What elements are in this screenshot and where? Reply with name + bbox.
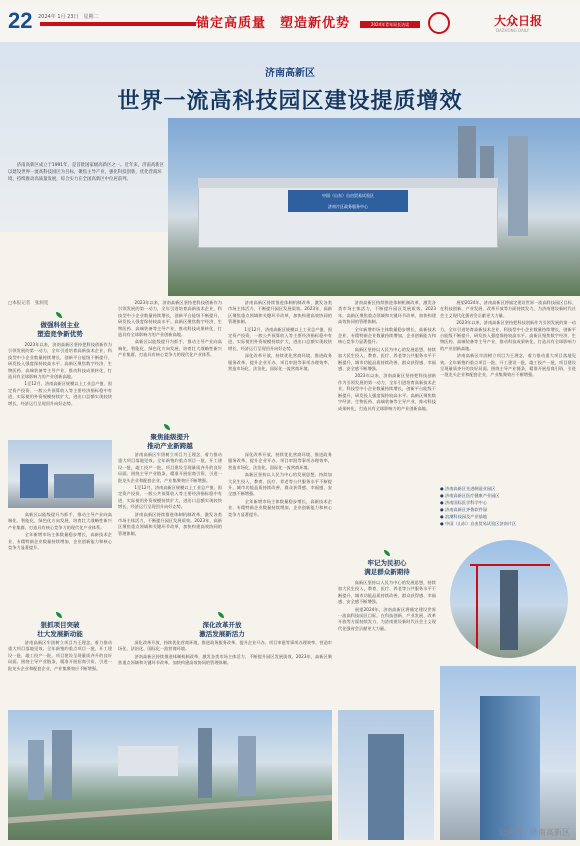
service-center-building	[198, 178, 498, 248]
paragraph: 高新区以能级提升为抓手，推动主导产业向高端化、智能化、绿色化方向发展，培育壮大战略性新兴产业集群，打造具有核心竞争力的现代化产业体系。	[8, 512, 112, 530]
list-item: ● 济南高新区医疗健康产业园区	[440, 492, 576, 499]
article-column	[228, 452, 332, 602]
paragraph: 2023年以来，济南高新区坚持把科技创新作为引领发展的第一动力，全年引进培育高新技术企业，科技型中小企业数量持续增长，创新平台能级不断提升，研发投入强度保持较高水平。高新区聚焦数字经济、生物医药、高端装备等主导产业，推动科技成果转化，打造具有全球影响力的产业创新高地。	[440, 320, 576, 351]
building-shape	[118, 746, 178, 776]
building-shape	[368, 734, 404, 840]
leaf-icon	[56, 612, 62, 618]
newspaper-logo-sub: DAZHONG DAILY	[496, 28, 530, 33]
building-shape	[52, 730, 72, 800]
paragraph: 展望2024年，济南高新区将锚定建设世界一流高科技园区目标，在科技创新、产业发展、改革开放等方面持续发力，为济南建设新时代社会主义现代化强省会贡献更大力量。	[338, 606, 436, 631]
subhead-reform: 深化改革开放 激活发展新活力	[199, 621, 245, 638]
science-park-photo	[8, 440, 112, 508]
paragraph: 2023年以来，济南高新区坚持把科技创新作为引领发展的第一动力，全年引进培育高新技术企业，科技型中小企业数量持续增长，创新平台能级不断提升，研发投入强度保持较高水平。高新区聚焦数字经济、生物医药、高端装备等主导产业，推动科技成果转化，打造具有全球影响力的产业创新高地。	[8, 342, 112, 380]
list-item: ● 中国（山东）自由贸易试验区济南片区	[440, 520, 576, 527]
paragraph: 高新区以能级提升为抓手，推动主导产业向高端化、智能化、绿色化方向发展，培育壮大战略性新兴产业集群，打造具有核心竞争力的现代化产业体系。	[118, 339, 222, 358]
tower-under-construction	[500, 570, 518, 650]
list-item: ● 济南高新区齐鲁软件园	[440, 506, 576, 513]
paragraph: 2023年以来，济南高新区坚持把科技创新作为引领发展的第一动力，全年引进培育高新技术企业，科技型中小企业数量持续增长，创新平台能级不断提升，研发投入强度保持较高水平。高新区聚焦数字经济、生物医药、高端装备等主导产业，推动科技成果转化，打造具有全球影响力的产业创新高地。	[118, 300, 222, 338]
building-shape	[28, 740, 44, 800]
building-shape	[198, 728, 212, 798]
building-shape	[20, 464, 48, 498]
paragraph: 深化改革开放，持续优化营商环境，推进政务服务改革，提升企业开办、项目审批等事项办理效率，营造市场化、法治化、国际化一流营商环境。	[228, 452, 332, 470]
building-shape	[480, 696, 540, 840]
paragraph: 全年新增市场主体数量稳步增长，高新技术企业、专精特新企业数量持续增加，企业创新能力和核心竞争力显著提升。	[228, 498, 332, 517]
page-header	[0, 4, 580, 42]
subhead-livelihood: 牢记为民初心 满足群众新期待	[364, 559, 410, 576]
paragraph: 高新区坚持以人民为中心的发展思想，持续加大民生投入，教育、医疗、养老等公共服务水平不断提升，城市功能品质持续改善，群众获得感、幸福感、安全感不断增强。	[338, 580, 436, 605]
paragraph: 全年新增市场主体数量稳步增长，高新技术企业、专精特新企业数量持续增加，企业创新能力和核心竞争力显著提升。	[338, 326, 436, 345]
building-sign: 中国（山东）自由贸易试验区 济南片区政务服务中心	[288, 190, 408, 212]
tower-shape	[508, 136, 528, 236]
watermark: 公众号 · 济南高新区	[498, 828, 570, 837]
emblem-icon	[428, 12, 450, 34]
article-column	[440, 300, 576, 482]
article-column	[118, 640, 332, 706]
article-column	[118, 300, 222, 420]
building-roof	[198, 178, 498, 188]
list-item: ● 济南高新区先进制造业园区	[440, 485, 576, 492]
paragraph: 1至12月，济南高新区规模以上工业总产值、固定资产投资、一般公共预算收入等主要经济指标稳中有进，实际使用外资规模持续扩大，进出口总额实现较快增长，经济运行呈现回升向好态势。	[8, 381, 112, 406]
article-column	[338, 580, 436, 706]
construction-site-photo	[450, 540, 568, 658]
leaf-icon	[56, 312, 62, 318]
paragraph: 济南高新区持续推进体制机制改革，激发各类市场主体活力，不断提升园区发展质效。2023年，高新区聚焦重点领域和关键环节改革，加快构建高效协同的管理体制。	[338, 300, 436, 325]
paragraph: 全年新增市场主体数量稳步增长，高新技术企业、专精特新企业数量持续增加，企业创新能力和核心竞争力显著提升。	[8, 532, 112, 551]
glass-tower-photo	[440, 666, 576, 840]
subhead-projects: 狠抓项目突破 壮大发展新动能	[37, 621, 83, 638]
project-list	[440, 485, 576, 527]
page-headline: 世界一流高科技园区建设提质增效	[117, 89, 463, 114]
crane-mast	[476, 564, 478, 654]
aerial-cityscape-photo	[8, 710, 332, 840]
building-shape	[54, 474, 94, 498]
paragraph: 高新区坚持以人民为中心的发展思想，持续加大民生投入，教育、医疗、养老等公共服务水平不断提升，城市功能品质持续改善，群众获得感、幸福感、安全感不断增强。	[338, 346, 436, 372]
article-column	[8, 512, 112, 612]
crane-arm	[470, 564, 550, 566]
article-column	[8, 640, 112, 708]
subhead-innovation: 做强科创主业 塑造竞争新优势	[37, 321, 83, 338]
government-building-photo	[168, 118, 580, 296]
header-slogan: 锚定高质量 塑造新优势	[196, 16, 351, 31]
lead-paragraph: 济南高新区成立于1991年，是首批国家级高新区之一。近年来，济南高新区以建设世界一流高科技园区为目标，聚焦主导产业，强化科技创新，优化营商环境，持续推动高质量发展，综合实力在全国高新区中位居前列。	[8, 163, 165, 182]
paragraph: 济南高新区持续推进体制机制改革，激发各类市场主体活力，不断提升园区发展质效。2023年，高新区聚焦重点领域和关键环节改革，加快构建高效协同的管理体制。	[228, 300, 332, 325]
paragraph: 深化改革开放，持续优化营商环境，推进政务服务改革，提升企业开办、项目审批等事项办理效率，营造市场化、法治化、国际化一流营商环境。	[228, 353, 332, 372]
paragraph: 济南高新区持续推进体制机制改革，激发各类市场主体活力，不断提升园区发展质效。2023年，高新区聚焦重点领域和关键环节改革，加快构建高效协同的管理体制。	[118, 653, 332, 666]
page-number: 22	[8, 8, 33, 33]
paragraph: 济南高新区牢固树立项目为王理念，着力推动重大项目落地见效。全年新签约重点项目一批，开工建设一批，竣工投产一批，项目建设呈现量质齐升的良好局面。围绕主导产业链条，精准开展招商引资，引进一批龙头企业和配套企业，产业集聚效应不断增强。	[118, 452, 222, 483]
list-item: ● 济南国际医学科学中心	[440, 499, 576, 506]
byline: □本报记者 张洞宽	[8, 301, 49, 306]
leaf-icon	[384, 550, 390, 556]
paragraph: 2023年以来，济南高新区坚持把科技创新作为引领发展的第一动力，全年引进培育高新技术企业，科技型中小企业数量持续增长，创新平台能级不断提升，研发投入强度保持较高水平。高新区聚焦数字经济、生物医药、高端装备等主导产业，推动科技成果转化，打造具有全球影响力的产业创新高地。	[338, 373, 436, 411]
article-column	[228, 300, 332, 436]
paragraph: 1至12月，济南高新区规模以上工业总产值、固定资产投资、一般公共预算收入等主要经济指标稳中有进，实际使用外资规模持续扩大，进出口总额实现较快增长，经济运行呈现回升向好态势。	[228, 326, 332, 351]
leaf-icon	[164, 424, 170, 430]
paragraph: 济南高新区持续推进体制机制改革，激发各类市场主体活力，不断提升园区发展质效。2023年，高新区聚焦重点领域和关键环节改革，加快构建高效协同的管理体制。	[118, 511, 222, 536]
office-tower-photo	[338, 710, 434, 840]
paragraph: 济南高新区牢固树立项目为王理念，着力推动重大项目落地见效。全年新签约重点项目一批，开工建设一批，竣工投产一批，项目建设呈现量质齐升的良好局面。围绕主导产业链条，精准开展招商引资，引进一批龙头企业和配套企业，产业集聚效应不断增强。	[440, 353, 576, 378]
paragraph: 1至12月，济南高新区规模以上工业总产值、固定资产投资、一般公共预算收入等主要经济指标稳中有进，实际使用外资规模持续扩大，进出口总额实现较快增长，经济运行呈现回升向好态势。	[118, 485, 222, 510]
article-column	[338, 300, 436, 548]
subhead-industry: 聚焦能级提升 推动产业新跨越	[147, 433, 193, 450]
list-item: ● 浪潮科技园及产业基地	[440, 513, 576, 520]
newspaper-logo: 大众日报	[494, 14, 543, 28]
paragraph: 济南高新区牢固树立项目为王理念，着力推动重大项目落地见效。全年新签约重点项目一批，开工建设一批，竣工投产一批，项目建设呈现量质齐升的良好局面。围绕主导产业链条，精准开展招商引资，引进一批龙头企业和配套企业，产业集聚效应不断增强。	[8, 640, 112, 671]
header-red-bar	[40, 22, 196, 26]
section-name: 济南高新区	[265, 68, 315, 79]
paragraph: 深化改革开放，持续优化营商环境，推进政务服务改革，提升企业开办、项目审批等事项办理效率，营造市场化、法治化、国际化一流营商环境。	[118, 640, 332, 652]
paragraph: 展望2024年，济南高新区将锚定建设世界一流高科技园区目标，在科技创新、产业发展、改革开放等方面持续发力，为济南建设新时代社会主义现代化强省会贡献更大力量。	[440, 300, 576, 318]
issue-date: 2024年 1月 23日 星期二	[38, 14, 99, 20]
article-column	[8, 342, 112, 438]
header-column-tag: 2024年青年局长访谈	[360, 21, 420, 28]
paragraph: 高新区坚持以人民为中心的发展思想，持续加大民生投入，教育、医疗、养老等公共服务水平不断提升，城市功能品质持续改善，群众获得感、幸福感、安全感不断增强。	[228, 472, 332, 497]
article-column	[118, 452, 222, 626]
building-shape	[238, 736, 256, 796]
